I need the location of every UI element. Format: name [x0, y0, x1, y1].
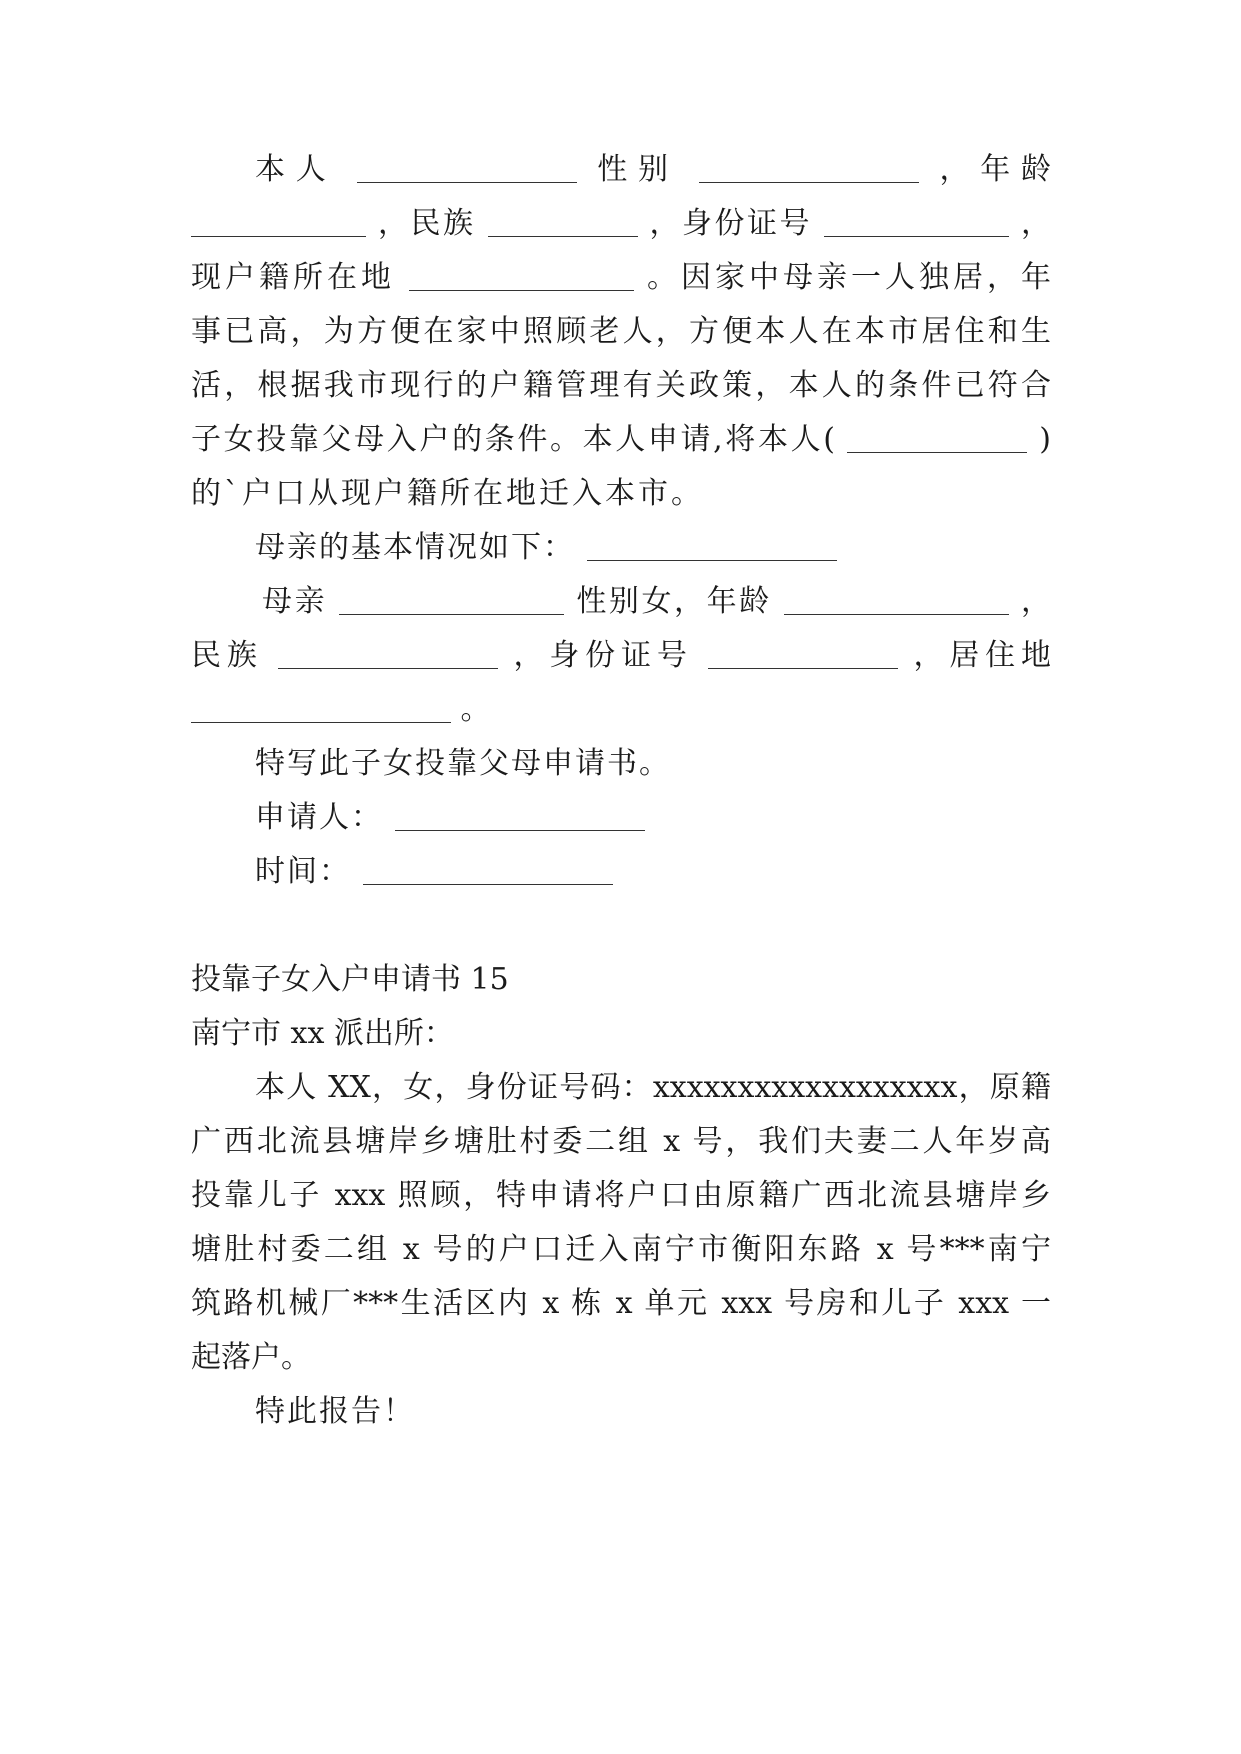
text-fragment: 子女投靠父母入户的条件。本人申请,将本人(	[191, 422, 835, 457]
text-line	[255, 852, 1051, 892]
text-fragment: 本人	[255, 152, 337, 187]
blank-field	[488, 206, 638, 237]
text-line: 的`户口从现户籍所在地迁入本市。	[191, 476, 704, 511]
blank-field	[587, 530, 837, 561]
blank-field	[191, 692, 451, 723]
text-line: 筑路机械厂***生活区内 x 栋 x 单元 xxx 号房和儿子 xxx 一	[191, 1286, 1051, 1321]
text-line	[255, 528, 1051, 568]
text-fragment: 民族	[191, 638, 263, 673]
text-fragment: 申请人：	[255, 800, 383, 835]
blank-field	[191, 206, 366, 237]
blank-field	[699, 152, 919, 183]
text-fragment: 母亲的基本情况如下：	[255, 530, 575, 565]
blank-field	[847, 422, 1027, 453]
text-line	[191, 258, 1051, 298]
text-line	[262, 582, 1051, 622]
section-title: 投靠子女入户申请书 15	[191, 962, 509, 997]
text-fragment: ，身份证号	[649, 206, 812, 241]
text-line	[191, 420, 1051, 460]
text-line	[191, 204, 1051, 244]
text-fragment: ，	[1021, 206, 1052, 241]
text-line: 起落户。	[191, 1340, 311, 1375]
text-line: 特写此子女投靠父母申请书。	[255, 746, 671, 781]
text-line: 投靠儿子 xxx 照顾，特申请将户口由原籍广西北流县塘岸乡	[191, 1178, 1051, 1213]
text-line: 广西北流县塘岸乡塘肚村委二组 x 号，我们夫妻二人年岁高	[191, 1124, 1051, 1159]
text-fragment: 母亲	[262, 584, 328, 619]
text-fragment: 现户籍所在地	[191, 260, 395, 295]
blank-field	[409, 260, 634, 291]
recipient: 南宁市 xx 派出所：	[191, 1016, 454, 1051]
text-fragment: 性别女，年龄	[576, 584, 772, 619]
text-fragment: ，民族	[378, 206, 476, 241]
blank-field	[784, 584, 1009, 615]
text-line	[255, 798, 1051, 838]
text-line: 特此报告！	[255, 1394, 415, 1429]
text-line	[191, 690, 1051, 730]
text-line: 本人 XX，女，身份证号码：xxxxxxxxxxxxxxxxxx，原籍	[255, 1070, 1051, 1105]
text-fragment: ，身份证号	[513, 638, 693, 673]
text-line: 塘肚村委二组 x 号的户口迁入南宁市衡阳东路 x 号***南宁	[191, 1232, 1051, 1267]
blank-field	[708, 638, 898, 669]
text-line: 活，根据我市现行的户籍管理有关政策，本人的条件已符合	[191, 368, 1051, 403]
blank-field	[357, 152, 577, 183]
text-line: 事已高，为方便在家中照顾老人，方便本人在本市居住和生	[191, 314, 1051, 349]
text-line	[191, 636, 1051, 676]
text-fragment: ，年龄	[939, 152, 1051, 187]
text-fragment: 。因家中母亲一人独居，年	[647, 260, 1051, 295]
text-fragment: 。	[460, 692, 491, 727]
text-fragment: ，居住地	[913, 638, 1051, 673]
text-fragment: )	[1039, 422, 1051, 457]
blank-field	[395, 800, 645, 831]
blank-field	[339, 584, 564, 615]
blank-field	[824, 206, 1009, 237]
text-fragment: 性别	[597, 152, 679, 187]
blank-field	[363, 854, 613, 885]
blank-field	[278, 638, 498, 669]
text-line	[255, 150, 1051, 190]
text-fragment: ，	[1020, 584, 1051, 619]
text-fragment: 时间：	[255, 854, 351, 889]
